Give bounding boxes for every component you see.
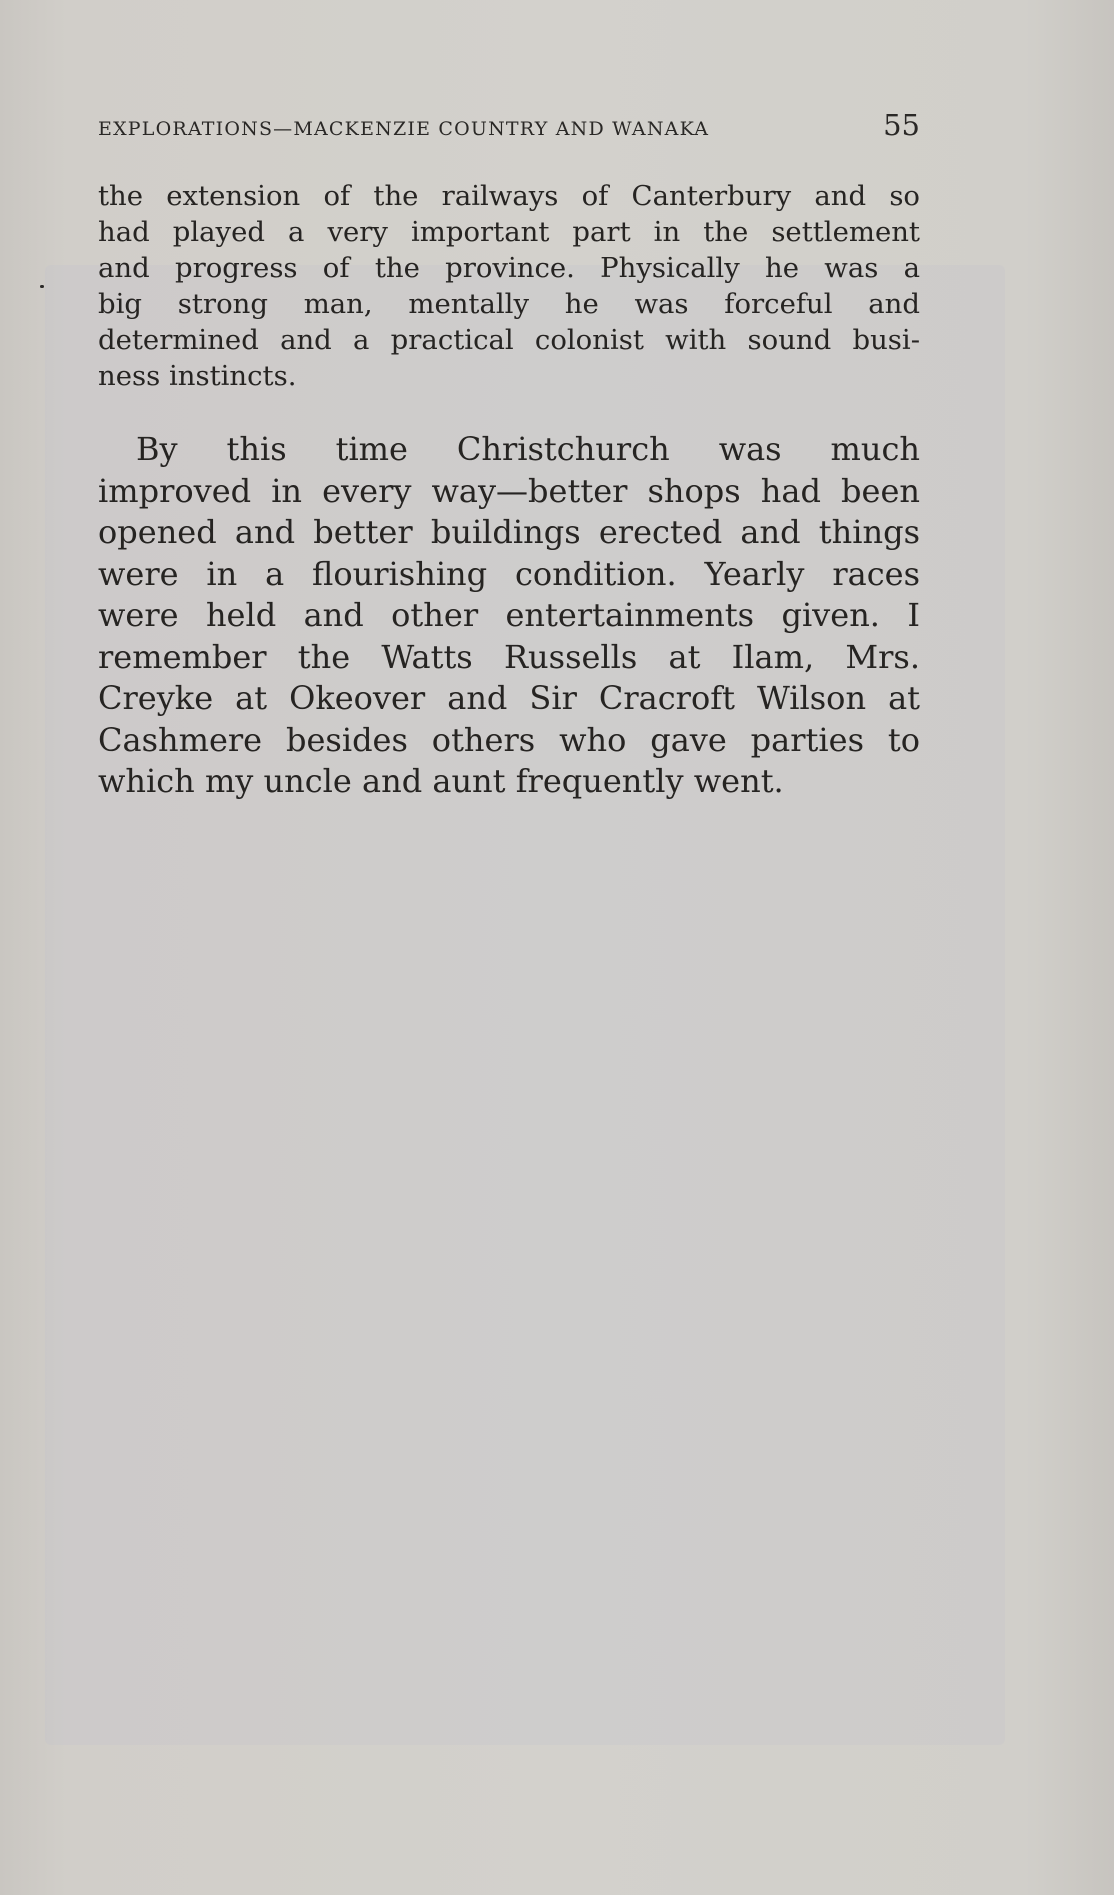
running-head — [98, 108, 920, 142]
text-line: Creyke at Okeover and Sir Cracroft Wilson at — [98, 679, 920, 717]
page-number: 55 — [883, 108, 920, 142]
text-line: determined and a practical colonist with sound busi- — [98, 324, 920, 356]
text-line: opened and better buildings erected and things — [98, 513, 920, 551]
text-line: remember the Watts Russells at Ilam, Mrs. — [98, 637, 920, 676]
running-head-title: EXPLORATIONS—MACKENZIE COUNTRY AND WANAKA — [98, 118, 710, 140]
text-line: were held and other entertainments given. I — [98, 596, 920, 634]
text-line: By this time Christchurch was much — [136, 430, 920, 468]
text-line: had played a very important part in the settlement — [98, 216, 920, 248]
text-line: which my uncle and aunt frequently went. — [98, 762, 784, 800]
ink-speck — [40, 285, 44, 288]
text-line: the extension of the railways of Canterbury and so — [98, 180, 920, 212]
text-line: Cashmere besides others who gave parties to — [98, 720, 920, 759]
paragraph-2 — [98, 429, 920, 803]
text-line: big strong man, mentally he was forceful and — [98, 288, 920, 320]
text-line: and progress of the province. Physically he was a — [98, 252, 920, 284]
text-line: were in a flourishing condition. Yearly races — [98, 554, 920, 593]
text-line: ness instincts. — [98, 360, 297, 392]
text-line: improved in every way—better shops had been — [98, 471, 920, 510]
paragraph-1 — [98, 178, 920, 394]
